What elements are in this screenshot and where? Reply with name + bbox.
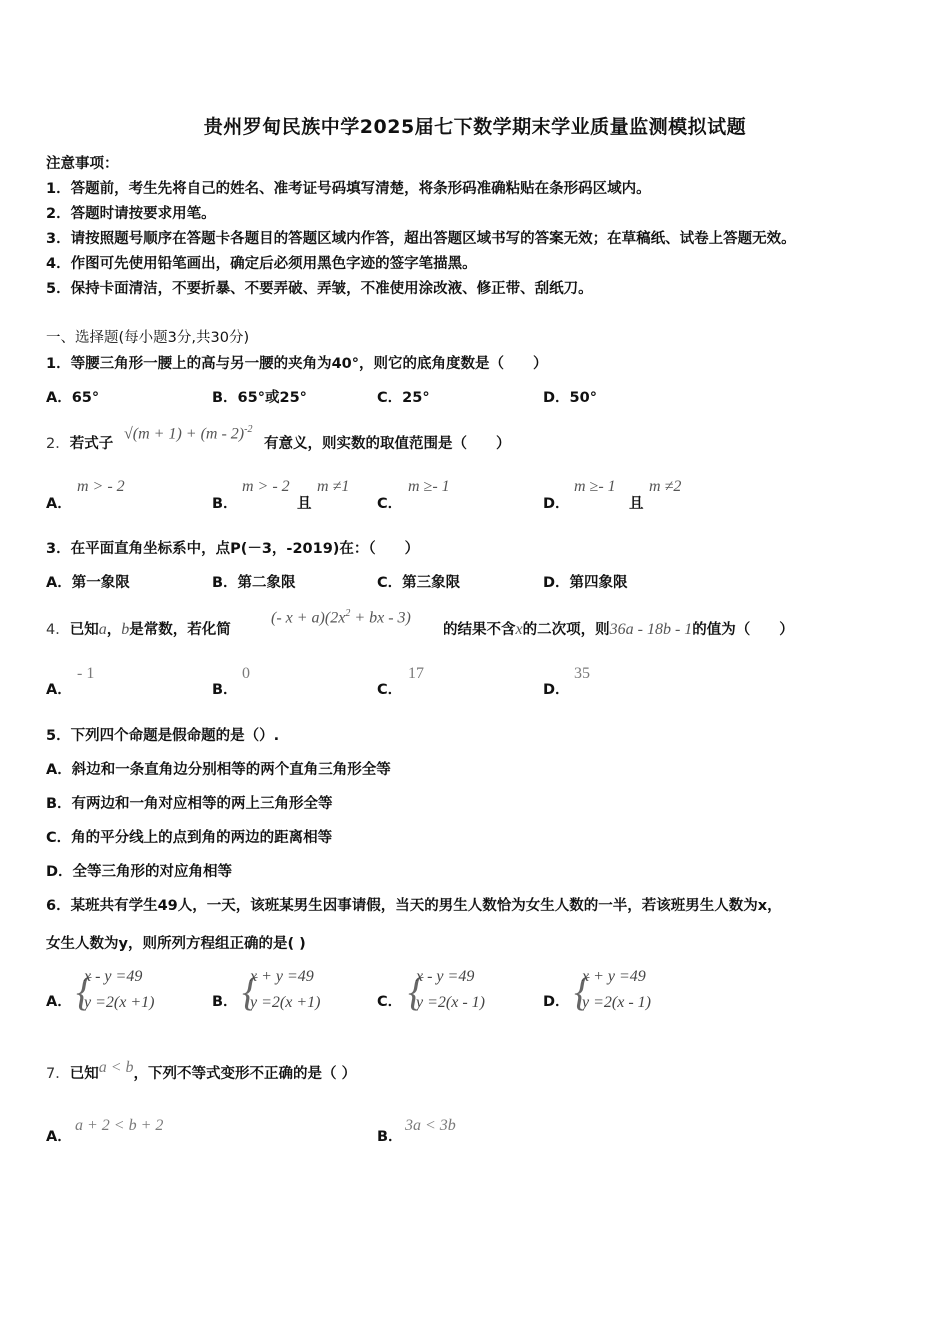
notice-heading: 注意事项：: [46, 156, 119, 172]
q6-option-c-label: C．: [377, 994, 403, 1010]
q2-option-b-value: m > - 2: [242, 478, 290, 495]
q4-expression: [271, 608, 411, 627]
question-number: 2．: [46, 436, 70, 452]
question-2-tail: 有意义，则实数的取值范围是（ ）: [264, 436, 511, 452]
q6-option-b-label: B．: [212, 994, 238, 1010]
q3-option-d: D．第四象限: [543, 575, 628, 591]
equation: y =2(x +1): [84, 994, 155, 1011]
q4-option-c-label: C．: [377, 682, 403, 698]
q2-option-b-value2: m ≠1: [317, 478, 350, 495]
question-text: 是常数，若化简: [129, 622, 231, 638]
q5-option-d: D．全等三角形的对应角相等: [46, 864, 233, 880]
exponent: -2: [244, 424, 253, 435]
q4-option-a-value: - 1: [77, 665, 95, 682]
question-3: 3．在平面直角坐标系中，点P(－3，-2019)在：（ ）: [46, 541, 420, 557]
q1-option-a: A．65°: [46, 390, 100, 406]
notice-item: 3．请按照题号顺序在答题卡各题目的答题区域内作答，超出答题区域书写的答案无效；在草稿纸、试卷上答题无效。: [46, 231, 796, 247]
brace-icon: {: [242, 969, 258, 1014]
question-7: [46, 1059, 357, 1083]
question-4: [46, 618, 231, 639]
question-6: 6．某班共有学生49人，一天，该班某男生因事请假，当天的男生人数恰为女生人数的一半，若该班男生人数为x，: [46, 898, 782, 914]
q2-expression: [124, 424, 252, 443]
q2-option-b-and: 且: [297, 496, 312, 512]
q2-option-d-label: D．: [543, 496, 570, 512]
page-title: 贵州罗甸民族中学2025届七下数学期末学业质量监测模拟试题: [203, 116, 747, 138]
question-5: 5．下列四个命题是假命题的是（）.: [46, 728, 280, 744]
brace-icon: {: [76, 969, 92, 1014]
q7-option-b-label: B．: [377, 1129, 403, 1145]
q5-option-a: A．斜边和一条直角边分别相等的两个直角三角形全等: [46, 762, 391, 778]
question-text: 已知: [69, 622, 99, 638]
section-heading: 一、选择题(每小题3分,共30分): [46, 330, 250, 346]
q4-option-b-label: B．: [212, 682, 238, 698]
q2-option-d-value: m ≥- 1: [574, 478, 616, 495]
notice-item: 5．保持卡面清洁，不要折暴、不要弄破、弄皱，不准使用涂改液、修正带、刮纸刀。: [46, 281, 593, 297]
question-1: 1．等腰三角形一腰上的高与另一腰的夹角为40°，则它的底角度数是（ ）: [46, 356, 548, 372]
q2-option-d-value2: m ≠2: [649, 478, 682, 495]
q3-option-a: A．第一象限: [46, 575, 130, 591]
q4-option-b-value: 0: [242, 665, 250, 682]
q5-option-c: C．角的平分线上的点到角的两边的距离相等: [46, 830, 333, 846]
equation: y =2(x +1): [250, 994, 321, 1011]
brace-icon: {: [574, 969, 590, 1014]
question-4-tail: [443, 618, 794, 639]
question-6-line2: 女生人数为y，则所列方程组正确的是( ): [46, 936, 306, 952]
question-number: 4．: [46, 622, 70, 638]
equation: x - y =49: [416, 968, 475, 985]
condition-expression: a < b: [98, 1059, 134, 1076]
q6-option-d-label: D．: [543, 994, 570, 1010]
notice-item: 1．答题前，考生先将自己的姓名、准考证号码填写清楚，将条形码准确粘贴在条形码区域内。: [46, 181, 651, 197]
question-text: 已知: [69, 1066, 99, 1082]
question-text: 若式子: [69, 436, 114, 452]
q2-option-b-label: B．: [212, 496, 238, 512]
var-x: x: [515, 621, 523, 638]
q2-option-c-value: m ≥- 1: [408, 478, 450, 495]
equation: x - y =49: [84, 968, 143, 985]
q2-option-d-and: 且: [629, 496, 644, 512]
equation: y =2(x - 1): [582, 994, 651, 1011]
q1-option-c: C．25°: [377, 390, 430, 406]
brace-icon: {: [408, 969, 424, 1014]
q7-option-a-value: a + 2 < b + 2: [75, 1117, 164, 1134]
q3-option-b: B．第二象限: [212, 575, 296, 591]
q3-option-c: C．第三象限: [377, 575, 461, 591]
question-number: 7．: [46, 1066, 70, 1082]
expression-part: (- x + a)(2x: [271, 609, 346, 627]
q7-option-a-label: A．: [46, 1129, 72, 1145]
q4-option-d-label: D．: [543, 682, 570, 698]
var-a: a: [98, 621, 107, 638]
question-text: ，下列不等式变形不正确的是（ ）: [133, 1066, 357, 1082]
target-expression: 36a - 18b - 1: [609, 621, 693, 638]
question-2: [46, 432, 113, 453]
q6-option-a-label: A．: [46, 994, 72, 1010]
q7-option-b-value: 3a < 3b: [405, 1117, 456, 1134]
var-b: b: [121, 621, 130, 638]
equation: y =2(x - 1): [416, 994, 485, 1011]
notice-item: 4．作图可先使用铅笔画出，确定后必须用黑色字迹的签字笔描黑。: [46, 256, 477, 272]
q1-option-b: B．65°或25°: [212, 390, 307, 406]
question-text: 的二次项，则: [522, 622, 610, 638]
q2-option-c-label: C．: [377, 496, 403, 512]
q2-option-a-label: A．: [46, 496, 72, 512]
equation: x + y =49: [250, 968, 314, 985]
q4-option-a-label: A．: [46, 682, 72, 698]
separator: ，: [106, 622, 122, 638]
exponent: 2: [345, 608, 351, 619]
question-text: 的结果不含: [443, 622, 516, 638]
radical-expression: √(m + 1) + (m - 2): [124, 425, 245, 443]
notice-item: 2．答题时请按要求用笔。: [46, 206, 216, 222]
expression-part: + bx - 3): [350, 609, 411, 627]
equation: x + y =49: [582, 968, 646, 985]
q5-option-b: B．有两边和一角对应相等的两上三角形全等: [46, 796, 333, 812]
q2-option-a-value: m > - 2: [77, 478, 125, 495]
question-text: 的值为（ ）: [692, 622, 794, 638]
q1-option-d: D．50°: [543, 390, 597, 406]
q4-option-d-value: 35: [574, 665, 590, 682]
q4-option-c-value: 17: [408, 665, 424, 682]
